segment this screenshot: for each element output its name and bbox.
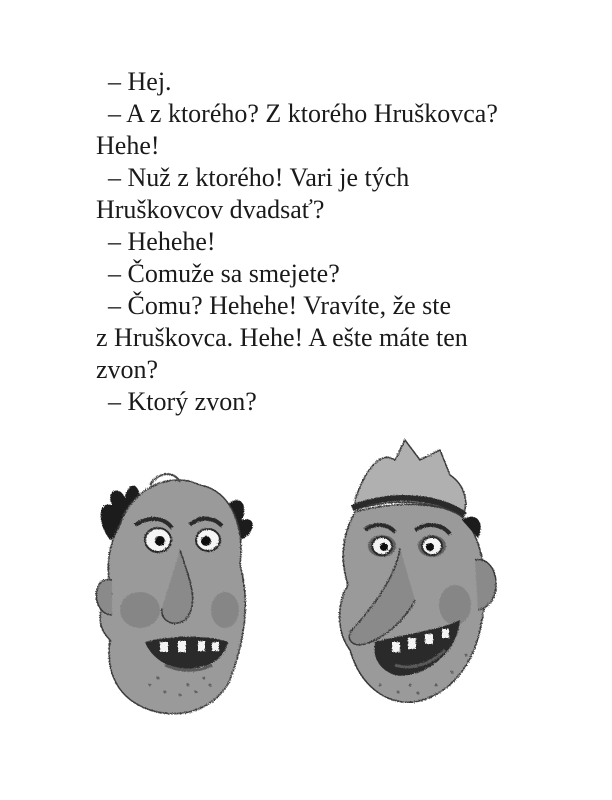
dialogue-line: Hehe! [96,131,160,160]
dialogue-line: zvon? [96,355,159,384]
dialogue-line: Hruškovcov dvadsať? [96,195,325,224]
dialogue-line: – Čomu? Hehehe! Vravíte, že ste [108,291,452,320]
dialogue-line: – Hehehe! [108,227,216,256]
illustration [0,430,612,800]
illustration-svg [0,430,612,800]
left-man-head [96,474,252,714]
dialogue-line: z Hruškovca. Hehe! A ešte máte ten [96,323,468,352]
right-man-head [340,440,496,702]
left-ear [96,580,112,615]
dialogue-line: – A z ktorého? Z ktorého Hruškovca? [108,99,498,128]
dialogue-line: – Čomuže sa smejete? [108,259,340,288]
dialogue-line: – Hej. [108,67,172,96]
dialogue-line: – Nuž z ktorého! Vari je tých [108,163,410,192]
page-text [96,66,566,418]
dialogue-line: – Ktorý zvon? [108,387,257,416]
right-ear [475,560,496,610]
